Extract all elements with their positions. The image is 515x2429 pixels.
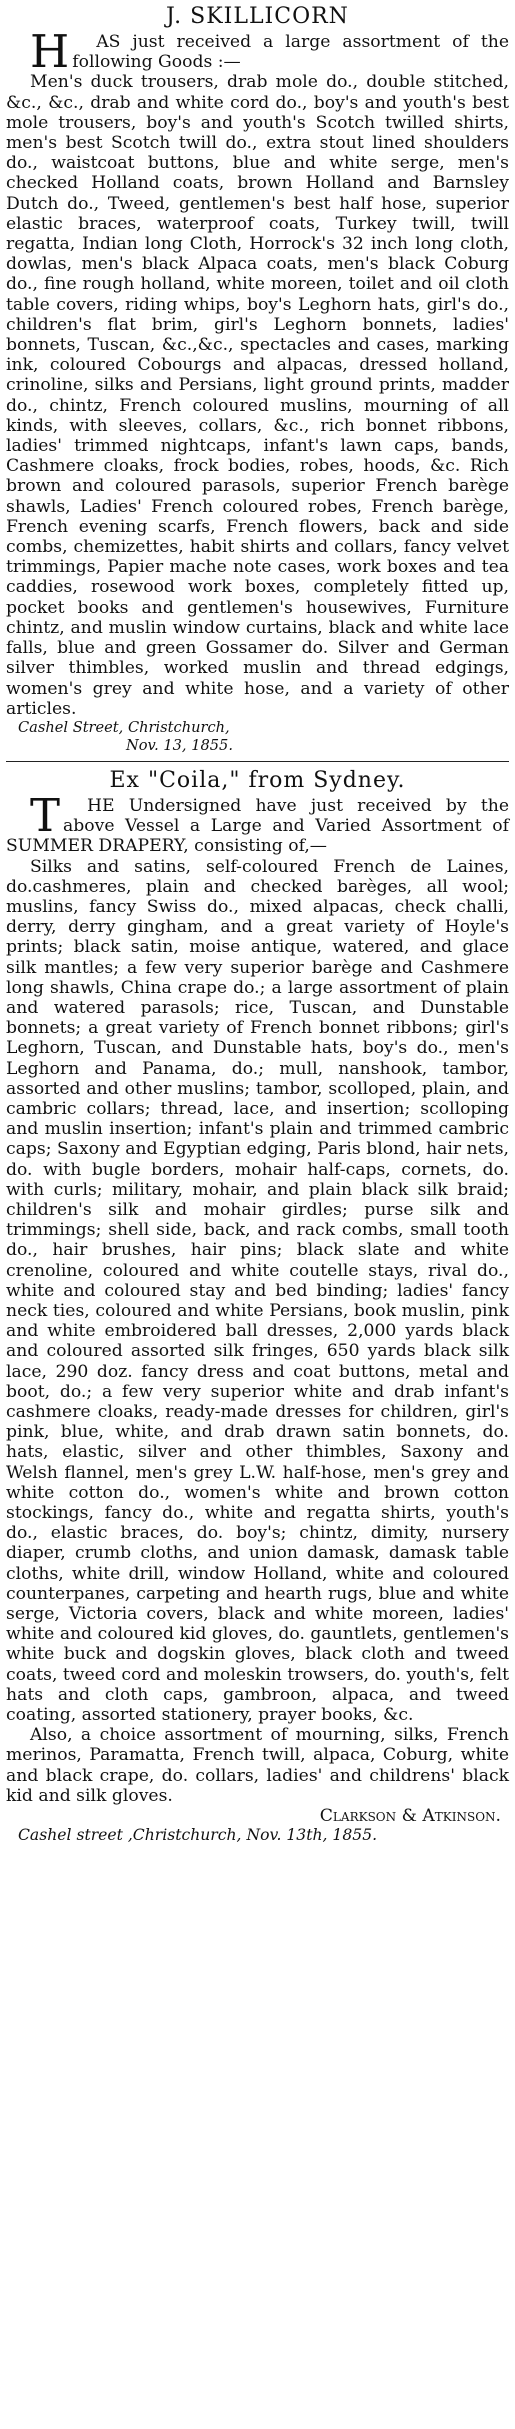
goods-list: Men's duck trousers, drab mole do., double stitched, &c., &c., drab and white cord do., boy's and youth's best mole trousers, boy's and youth's Scotch twilled shirts, men's best Scotch twill do., extra stout lined shoulders do., waistcoat buttons, blue and white serge, men's checked Holland coats, brown Holland and Barnsley Dutch do., Tweed, gentlemen's best half hose, superior elastic braces, waterproof coats, Turkey twill, twill regatta, Indian long Cloth, Horrock's 32 inch long cloth, dowlas, men's black Alpaca coats, men's black Coburg do., fine rough holland, white moreen, toilet and oil cloth table covers, riding whips, boy's Leghorn hats, girl's do., children's flat brim, girl's Leghorn bonnets, ladies' bonnets, Tuscan, &c.,&c., spectacles and cases, marking ink, coloured Cobourgs and alpacas, dressed holland, crinoline, silks and Persians, light ground prints, madder do., chintz, French coloured muslins, mourning of all kinds, with sleeves, collars, &c., rich bonnet ribbons, ladies' trimmed nightcaps, infant's lawn caps, bands, Cashmere cloaks, frock bodies, robes, hoods, &c. Rich brown and coloured parasols, superior French barège shawls, Ladies' French coloured robes, French barège, French evening scarfs, French flowers, back and side combs, chemizettes, habit shirts and collars, fancy velvet trimmings, Papier mache note cases, work boxes and tea caddies, rosewood work boxes, completely fitted up, pocket books and gentlemen's housewives, Furniture chintz, and muslin window curtains, black and white lace falls, blue and green Gossamer do. Silver and German silver thimbles, worked muslin and thread edgings, women's grey and white hose, and a variety of other articles. [6,72,509,719]
additional-goods: Also, a choice assortment of mourning, silks, French merinos, Paramatta, French twill, alpaca, Coburg, white and black crape, do. collars, ladies' and childrens' black kid and silk gloves. [6,1725,509,1806]
coila-advertisement [6,768,509,1845]
advertisement-heading: J. SKILLICORN [166,4,349,29]
goods-list: Silks and satins, self-coloured French de Laines, do.cashmeres, plain and checked barèges, all wool; muslins, fancy Swiss do., mixed alpacas, check challi, derry, derry gingham, and a great variety of Hoyle's prints; black satin, moise antique, watered, and glace silk mantles; a few very superior barège and Cashmere long shawls, China crape do.; a large assortment of plain and watered parasols; rice, Tuscan, and Dunstable bonnets; a great variety of French bonnet ribbons; girl's Leghorn, Tuscan, and Dunstable hats, boy's do., men's Leghorn and Panama, do.; mull, nanshook, tambor, assorted and other muslins; tambor, scolloped, plain, and cambric collars; thread, lace, and insertion; scolloping and muslin insertion; infant's plain and trimmed cambric caps; Saxony and Egyptian edging, Paris blond, hair nets, do. with bugle borders, mohair half-caps, cornets, do. with curls; military, mohair, and plain black silk braid; children's silk and mohair girdles; purse silk and trimmings; shell side, back, and rack combs, small tooth do., hair brushes, hair pins; black slate and white crenoline, coloured and white coutelle stays, rival do., white and coloured stay and bed binding; ladies' fancy neck ties, coloured and white Persians, book muslin, pink and white embroidered ball dresses, 2,000 yards black and coloured assorted silk fringes, 650 yards black silk lace, 290 doz. fancy dress and coat buttons, metal and boot, do.; a few very superior white and drab infant's cashmere cloaks, ready-made dresses for children, girl's pink, blue, white, and drab drawn satin bonnets, do. hats, elastic, silver and other thimbles, Saxony and Welsh flannel, men's grey L.W. half-hose, men's grey and white cotton do., women's white and brown cotton stockings, fancy do., white and regatta shirts, youth's do., elastic braces, do. boy's; chintz, dimity, nursery diaper, crumb cloths, and union damask, damask table cloths, white drill, window Holland, white and coloured counterpanes, carpeting and hearth rugs, blue and white serge, Victoria covers, black and white moreen, ladies' white and coloured kid gloves, do. gauntlets, gentlemen's white buck and dogskin gloves, black cloth and tweed coats, tweed cord and moleskin trowsers, do. youth's, felt hats and cloth caps, gambroon, alpaca, and tweed coating, assorted stationery, prayer books, &c. [6,856,509,1726]
advertisement-date: Nov. 13, 1855. [126,736,233,754]
advertisement-intro [6,788,509,857]
column-divider [6,761,509,762]
advertiser-address: Cashel Street, Christchurch, [18,718,230,736]
intro-text: HE Undersigned have just received by the above Vessel a Large and Varied Assortment of SUMMER DRAPERY, consisting of,— [6,795,509,857]
drop-cap-letter: H [30,25,70,78]
advertiser-address-date: Cashel street ,Christchurch, Nov. 13th, 1855. [18,1826,378,1845]
skillicorn-advertisement [6,4,509,755]
firm-name: Clarkson & Atkinson. [319,1806,501,1827]
advertisement-heading: Ex "Coila," from Sydney. [109,767,406,793]
newspaper-column [0,4,515,1845]
drop-cap-letter: T [30,788,61,842]
intro-text: AS just received a large assortment of the following Goods :— [72,32,509,73]
advertisement-intro [6,25,509,78]
